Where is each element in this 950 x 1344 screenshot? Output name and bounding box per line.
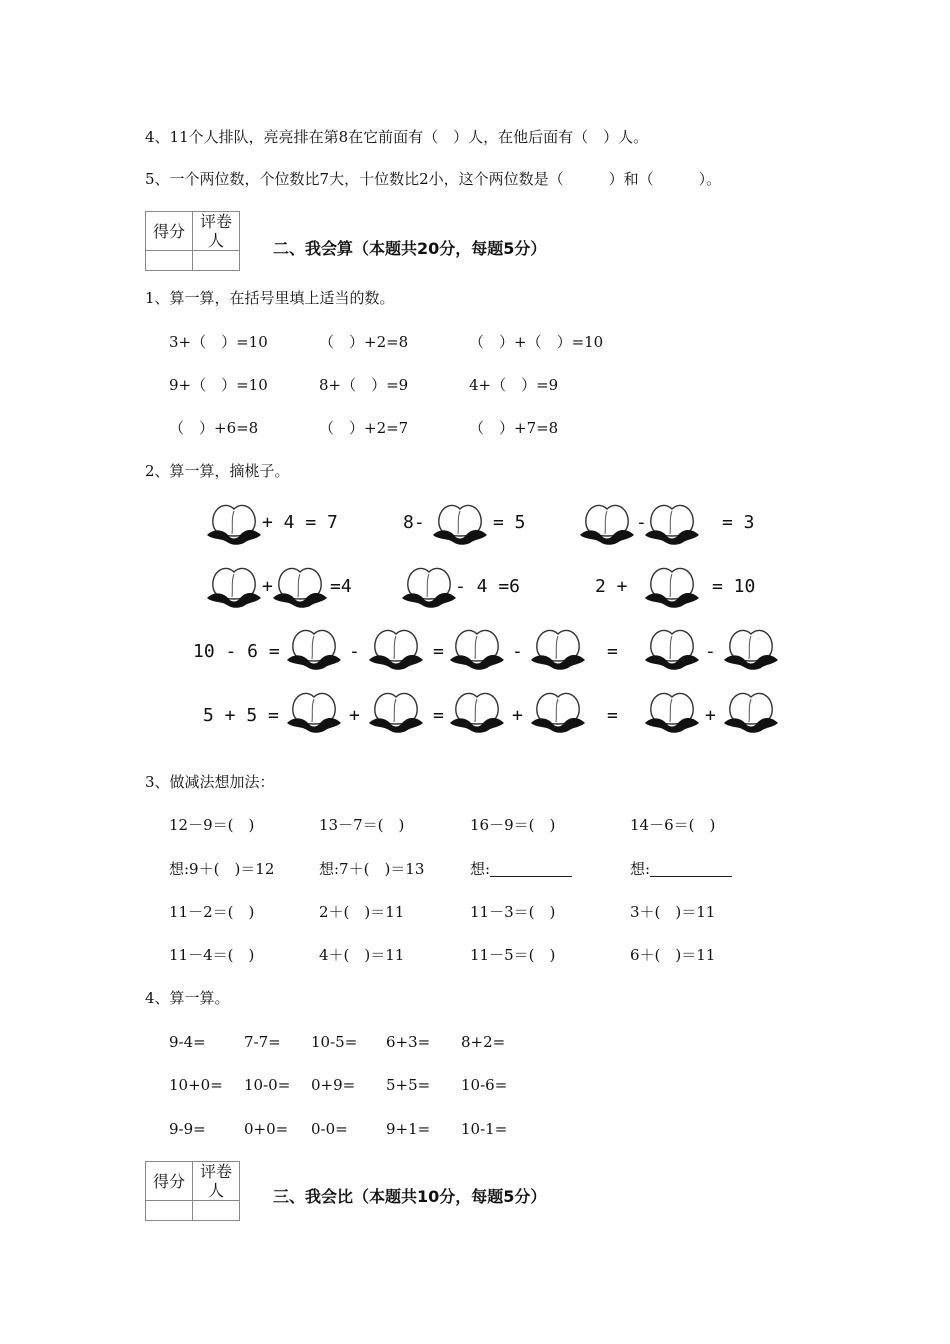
score-cell[interactable] [146, 251, 193, 271]
p2-r3-b: - [349, 641, 360, 662]
problem-1-title: 1、算一算，在括号里填上适当的数。 [145, 289, 395, 307]
problem-3-title: 3、做减法想加法： [145, 773, 275, 791]
p1-r3-c1: （ ）+6=8 [169, 419, 259, 437]
peach-icon [369, 690, 423, 734]
p4-r1-c4: 6+3= [386, 1033, 431, 1051]
peach-icon [531, 627, 585, 671]
p3-r4-c4: 6＋( )＝11 [630, 946, 716, 964]
p4-r2-c2: 10-0= [244, 1076, 291, 1094]
p3-r4-c1: 11－4＝( ) [169, 946, 255, 964]
peach-icon [580, 502, 634, 546]
p4-r3-c5: 10-1= [461, 1120, 508, 1138]
peach-icon [450, 627, 504, 671]
p3-r2-c4 [630, 862, 732, 877]
peach-icon [724, 627, 778, 671]
p2-r1-c: = 5 [493, 512, 526, 533]
p4-r3-c2: 0+0= [244, 1120, 289, 1138]
grader-cell[interactable] [193, 1201, 240, 1221]
question-5: 5、一个两位数，个位数比7大，十位数比2小，这个两位数是（ ）和（ ）。 [145, 170, 722, 188]
peach-icon [531, 690, 585, 734]
p3-r4-c3: 11－5＝( ) [470, 946, 556, 964]
p4-r3-c3: 0-0= [311, 1120, 348, 1138]
p2-r2-c: - 4 =6 [455, 576, 521, 597]
peach-icon [207, 565, 261, 609]
p2-r3-d: - [512, 641, 523, 662]
p1-r1-c1: 3+（ ）=10 [169, 333, 268, 351]
p4-r3-c1: 9-9= [169, 1120, 206, 1138]
p3-r1-c1: 12－9＝( ) [169, 816, 255, 834]
score-table [145, 211, 240, 271]
p2-r2-b: =4 [330, 576, 352, 597]
think-label: 想: [470, 860, 491, 878]
p3-r2-c3 [470, 862, 572, 877]
p2-r2-e: = 10 [712, 576, 756, 597]
score-table [145, 1161, 240, 1221]
peach-icon [645, 690, 699, 734]
p3-r3-c2: 2＋( )＝11 [319, 903, 405, 921]
p3-r3-c3: 11－3＝( ) [470, 903, 556, 921]
p2-r1-d: - [636, 512, 647, 533]
p2-r4-f: + [705, 705, 716, 726]
grader-label: 评卷人 [193, 1162, 240, 1201]
p3-r1-c3: 16－9＝( ) [470, 816, 556, 834]
grader-cell[interactable] [193, 251, 240, 271]
p2-r4-e: = [607, 705, 618, 726]
p4-r1-c2: 7-7= [244, 1033, 281, 1051]
p2-r3-e: = [607, 641, 618, 662]
think-label: 想: [630, 860, 651, 878]
peach-icon [433, 502, 487, 546]
score-label: 得分 [146, 1162, 193, 1201]
p4-r1-c5: 8+2= [461, 1033, 506, 1051]
grader-label: 评卷人 [193, 212, 240, 251]
p3-r4-c2: 4＋( )＝11 [319, 946, 405, 964]
p2-r4-c: = [433, 705, 444, 726]
answer-blank[interactable] [650, 862, 732, 877]
p3-r3-c4: 3＋( )＝11 [630, 903, 716, 921]
peach-icon [402, 565, 456, 609]
section-3-title: 三、我会比（本题共10分，每题5分） [273, 1187, 547, 1206]
question-4: 4、11个人排队，亮亮排在第8在它前面有（ ）人，在他后面有（ ）人。 [145, 128, 649, 146]
p1-r1-c3: （ ）+（ ）=10 [469, 333, 604, 351]
p4-r2-c1: 10+0= [169, 1076, 223, 1094]
peach-icon [287, 627, 341, 671]
p1-r2-c1: 9+（ ）=10 [169, 376, 268, 394]
p2-r3-c: = [433, 641, 444, 662]
p3-r2-c1: 想:9＋( )＝12 [169, 860, 275, 878]
p1-r2-c3: 4+（ ）=9 [469, 376, 559, 394]
p2-r1-e: = 3 [722, 512, 755, 533]
p3-r1-c4: 14－6＝( ) [630, 816, 716, 834]
peach-icon [724, 690, 778, 734]
p1-r3-c2: （ ）+2=7 [319, 419, 409, 437]
peach-icon [287, 690, 341, 734]
peach-icon [645, 502, 699, 546]
p4-r2-c3: 0+9= [311, 1076, 356, 1094]
p4-r3-c4: 9+1= [386, 1120, 431, 1138]
section-2-title: 二、我会算（本题共20分，每题5分） [273, 239, 547, 258]
answer-blank[interactable] [490, 862, 572, 877]
p2-r1-a: + 4 = 7 [262, 512, 338, 533]
score-cell[interactable] [146, 1201, 193, 1221]
peach-icon [369, 627, 423, 671]
problem-2-title: 2、算一算，摘桃子。 [145, 462, 290, 480]
p4-r1-c1: 9-4= [169, 1033, 206, 1051]
problem-4-title: 4、算一算。 [145, 989, 230, 1007]
p2-r4-a: 5 + 5 = [203, 705, 279, 726]
p3-r1-c2: 13－7＝( ) [319, 816, 405, 834]
p2-r4-b: + [349, 705, 360, 726]
p2-r3-a: 10 - 6 = [193, 641, 280, 662]
peach-icon [207, 502, 261, 546]
p1-r2-c2: 8+（ ）=9 [319, 376, 409, 394]
p1-r1-c2: （ ）+2=8 [319, 333, 409, 351]
p2-r1-b: 8- [403, 512, 425, 533]
p3-r3-c1: 11－2＝( ) [169, 903, 255, 921]
score-label: 得分 [146, 212, 193, 251]
p4-r1-c3: 10-5= [311, 1033, 358, 1051]
peach-icon [450, 690, 504, 734]
p3-r2-c2: 想:7＋( )＝13 [319, 860, 425, 878]
peach-icon [273, 565, 327, 609]
peach-icon [645, 565, 699, 609]
p2-r3-f: - [705, 641, 716, 662]
p4-r2-c4: 5+5= [386, 1076, 431, 1094]
p4-r2-c5: 10-6= [461, 1076, 508, 1094]
p1-r3-c3: （ ）+7=8 [469, 419, 559, 437]
p2-r2-d: 2 + [595, 576, 628, 597]
p2-r4-d: + [512, 705, 523, 726]
peach-icon [645, 627, 699, 671]
p2-r2-a: + [262, 576, 273, 597]
